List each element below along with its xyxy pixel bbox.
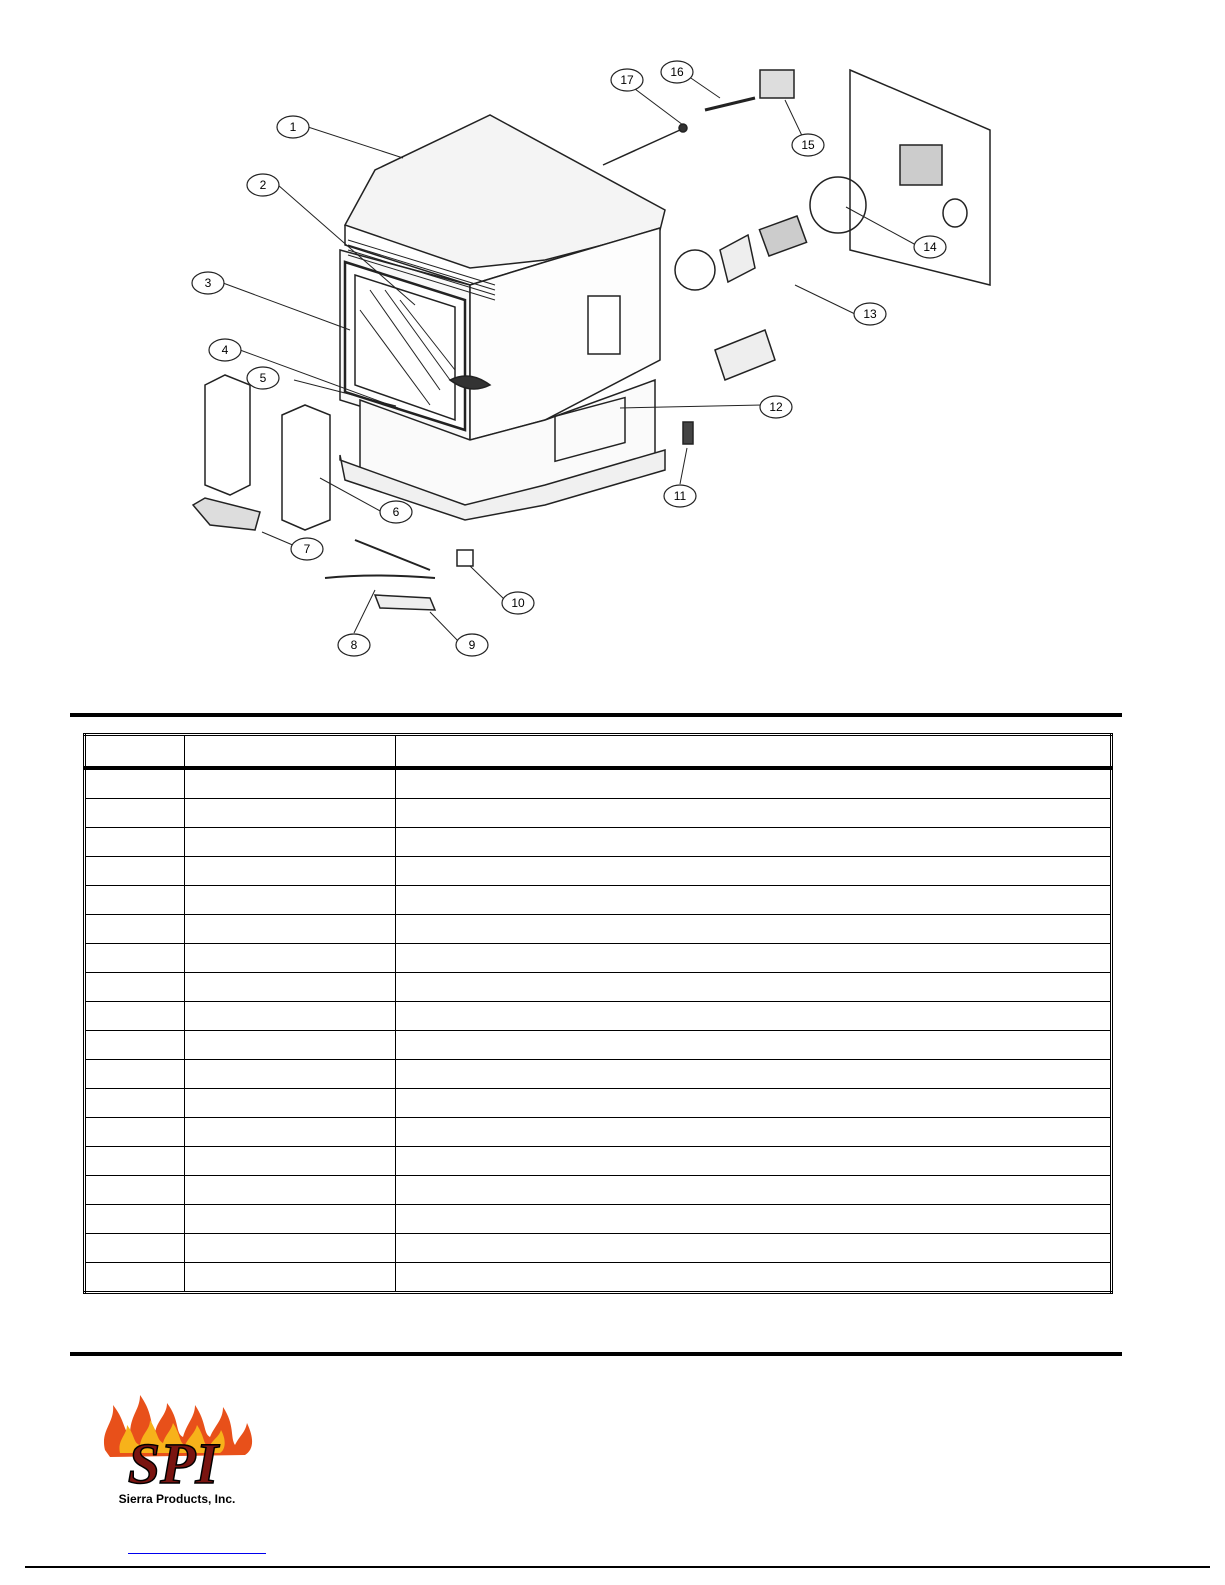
table-cell [396, 1031, 1112, 1060]
vent-grille [900, 145, 942, 185]
table-row [85, 1002, 1112, 1031]
table-cell [185, 1118, 396, 1147]
table-cell [396, 1263, 1112, 1293]
cleanout-tool [375, 595, 435, 610]
callout-8 [338, 634, 370, 656]
table-cell [396, 1060, 1112, 1089]
table-cell [396, 768, 1112, 799]
callout-label: 15 [801, 138, 815, 152]
cleanout-rod [325, 540, 435, 578]
table-cell [85, 1089, 185, 1118]
callout-label: 11 [673, 489, 687, 503]
table-row [85, 1234, 1112, 1263]
blower-motor [759, 216, 806, 256]
callout-11 [664, 485, 696, 507]
callout-16 [661, 61, 693, 83]
callout-label: 9 [468, 638, 476, 652]
auger-motor [760, 70, 794, 98]
callout-2 [247, 174, 279, 196]
table-cell [185, 1002, 396, 1031]
table-cell [396, 828, 1112, 857]
table-row [85, 886, 1112, 915]
table-cell [85, 1147, 185, 1176]
callout-12 [760, 396, 792, 418]
table-cell [185, 1234, 396, 1263]
callout-label: 10 [511, 596, 525, 610]
callout-15 [792, 134, 824, 156]
page-bottom-rule [25, 1566, 1210, 1568]
table-row [85, 1031, 1112, 1060]
callout-label: 3 [204, 276, 212, 290]
table-row [85, 915, 1112, 944]
table-cell [185, 1263, 396, 1293]
table-cell [185, 886, 396, 915]
table-cell [185, 828, 396, 857]
heat-shield-right [282, 405, 330, 530]
callout-5 [247, 367, 279, 389]
table-cell [85, 857, 185, 886]
distribution-fan [810, 177, 866, 233]
header-item [85, 735, 185, 769]
table-cell [396, 799, 1112, 828]
table-cell [85, 799, 185, 828]
table-cell [396, 857, 1112, 886]
table-cell [85, 944, 185, 973]
callout-label: 17 [620, 73, 634, 87]
table-cell [396, 1118, 1112, 1147]
table-cell [85, 1031, 185, 1060]
table-cell [185, 799, 396, 828]
table-cell [396, 973, 1112, 1002]
callout-17 [611, 69, 643, 91]
table-cell [396, 1002, 1112, 1031]
table-row [85, 768, 1112, 799]
table-cell [185, 944, 396, 973]
callout-4 [209, 339, 241, 361]
logo-mark: SPI [127, 1431, 219, 1496]
table-cell [85, 1176, 185, 1205]
table-cell [185, 768, 396, 799]
table-cell [185, 915, 396, 944]
callout-label: 8 [350, 638, 358, 652]
callout-7 [291, 538, 323, 560]
auger-collar [679, 124, 687, 132]
table-row [85, 1118, 1112, 1147]
table-cell [396, 915, 1112, 944]
table-row [85, 828, 1112, 857]
table-row [85, 1060, 1112, 1089]
parts-exploded-diagram [0, 0, 1225, 680]
table-cell [85, 828, 185, 857]
table-row [85, 944, 1112, 973]
table-row [85, 799, 1112, 828]
table-cell [185, 1031, 396, 1060]
switch-part [683, 422, 693, 444]
table-cell [396, 1089, 1112, 1118]
table-row [85, 1089, 1112, 1118]
table-cell [85, 1205, 185, 1234]
callout-label: 2 [259, 178, 267, 192]
header-part-number [185, 735, 396, 769]
link-underline [128, 1553, 266, 1554]
table-cell [396, 1176, 1112, 1205]
table-row [85, 973, 1112, 1002]
table-cell [396, 886, 1112, 915]
table-cell [396, 1205, 1112, 1234]
blower-wheel [675, 250, 715, 290]
callout-13 [854, 303, 886, 325]
callout-label: 13 [863, 307, 877, 321]
table-cell [85, 1060, 185, 1089]
callout-1 [277, 116, 309, 138]
heat-shield-left [205, 375, 250, 495]
table-header-row [85, 735, 1112, 769]
table-cell [396, 1234, 1112, 1263]
table-row [85, 1205, 1112, 1234]
bottom-section-rule [70, 1352, 1122, 1356]
table-cell [85, 1118, 185, 1147]
table-cell [185, 857, 396, 886]
table-cell [85, 1263, 185, 1293]
table-cell [185, 1205, 396, 1234]
spi-logo [95, 1395, 265, 1510]
callout-3 [192, 272, 224, 294]
table-row [85, 1263, 1112, 1293]
callout-label: 16 [670, 65, 684, 79]
table-row [85, 857, 1112, 886]
callout-9 [456, 634, 488, 656]
logo-company-name: Sierra Products, Inc. [118, 1492, 236, 1506]
table-cell [185, 973, 396, 1002]
callout-6 [380, 501, 412, 523]
table-cell [85, 1234, 185, 1263]
table-row [85, 1147, 1112, 1176]
table-cell [396, 1147, 1112, 1176]
callout-label: 4 [221, 343, 229, 357]
stove-side-window [588, 296, 620, 354]
header-description [396, 735, 1112, 769]
table-cell [85, 915, 185, 944]
table-cell [185, 1147, 396, 1176]
table-cell [396, 944, 1112, 973]
pressure-switch-block [457, 550, 473, 566]
table-cell [85, 886, 185, 915]
callout-label: 14 [923, 240, 937, 254]
callout-label: 12 [769, 400, 783, 414]
top-rule [70, 713, 1122, 717]
table-cell [85, 1002, 185, 1031]
table-cell [185, 1176, 396, 1205]
table-cell [185, 1060, 396, 1089]
table-cell [85, 768, 185, 799]
table-cell [85, 973, 185, 1002]
ash-pan [193, 498, 260, 530]
callout-label: 1 [289, 120, 297, 134]
blower-plate [720, 235, 755, 282]
control-board [715, 330, 775, 380]
callout-label: 7 [303, 542, 311, 556]
callout-label: 6 [392, 505, 400, 519]
auger-shaft [705, 98, 755, 110]
table-cell [185, 1089, 396, 1118]
callout-10 [502, 592, 534, 614]
callout-14 [914, 236, 946, 258]
callout-label: 5 [259, 371, 267, 385]
parts-table [83, 733, 1113, 1294]
table-row [85, 1176, 1112, 1205]
